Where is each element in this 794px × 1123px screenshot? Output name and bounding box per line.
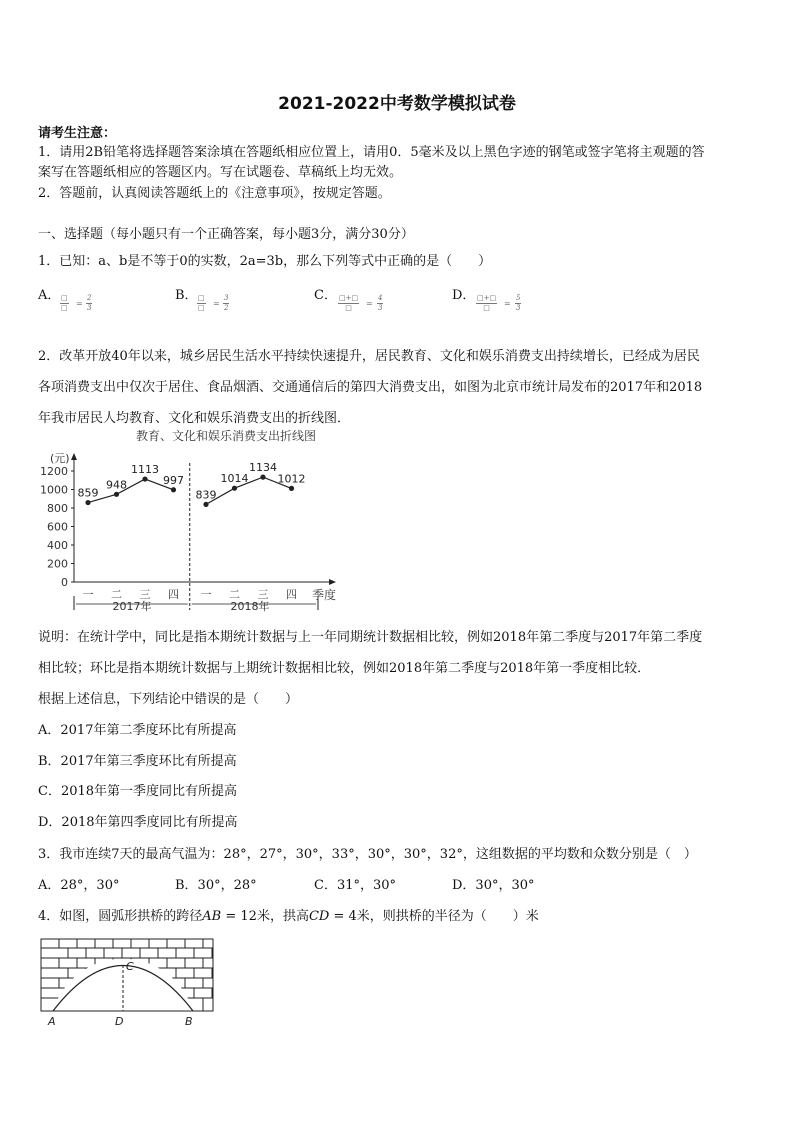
- q1-option-a-equals: =: [76, 299, 83, 308]
- q1-option-c-left-fraction: □+□ □: [339, 294, 359, 312]
- q1-option-b-left-fraction: □ □: [198, 294, 205, 312]
- q4-stem: [38, 905, 539, 924]
- chart-xtick-label: 四: [286, 588, 297, 601]
- chart-xtick-label: 二: [111, 588, 122, 601]
- chart-data-label: 839: [195, 488, 217, 502]
- chart-data-label: 1113: [131, 463, 159, 477]
- q4-cd-value: = 4: [329, 909, 357, 924]
- q1-option-c-label: C．: [314, 288, 337, 303]
- q2-note-line-1: 说明：在统计学中，同比是指本期统计数据与上一年同期统计数据相比较，例如2018年第二季度与2017年第二季度: [38, 630, 703, 645]
- chart-ytick-labels: [40, 465, 74, 589]
- q3-option-b: B．30°，28°: [175, 878, 257, 893]
- chart-title: 教育、文化和娱乐消费支出折线图: [135, 429, 317, 443]
- q4-stem-pre: 4．如图，圆弧形拱桥的跨径: [38, 909, 203, 924]
- chart-xtick-label: 三: [257, 588, 269, 601]
- chart-x-axis-arrow: [329, 579, 336, 585]
- q1-option-c-right-fraction: $\frac{4}{3}$: [378, 294, 383, 312]
- chart-xtick-label: 一: [82, 588, 94, 601]
- chart-xtick-label: 四: [168, 588, 179, 601]
- chart-y-unit: (元): [50, 452, 70, 465]
- q2-question: 根据上述信息，下列结论中错误的是（ ）: [38, 692, 299, 707]
- q4-cd: CD: [308, 909, 330, 924]
- chart-series-line-2017: [88, 479, 174, 502]
- chart-xtick-label: 二: [229, 588, 240, 601]
- chart-xtick-label: 三: [139, 588, 151, 601]
- q3-option-d: D．30°，30°: [452, 878, 535, 893]
- q3-stem: 3．我市连续7天的最高气温为：28°，27°，30°，33°，30°，30°，32°，这组数据的平均数和众数分别是（ ）: [38, 847, 697, 862]
- chart-point: [232, 486, 237, 491]
- chart-point: [85, 500, 90, 505]
- q1-option-d-label: D．: [452, 288, 476, 303]
- chart-ytick-label: 800: [47, 502, 68, 515]
- label-d: D: [115, 1015, 124, 1028]
- chart-ytick-label: 400: [47, 539, 68, 552]
- q2-note-line-2: 相比较；环比是指本期统计数据与上期统计数据相比较，例如2018年第二季度与2018年第一季度相比较．: [38, 661, 651, 676]
- chart-y-axis-arrow: [71, 453, 77, 460]
- q2-option-a: A．2017年第二季度环比有所提高: [38, 723, 237, 738]
- q3-option-a: A．28°，30°: [38, 878, 120, 893]
- label-a: A: [48, 1015, 56, 1028]
- q4-stem-tail: 米，则拱桥的半径为（ ）米: [356, 909, 539, 924]
- q3-option-c: C．31°，30°: [314, 878, 397, 893]
- chart-data-label: 1012: [277, 472, 306, 486]
- page-title: 2021-2022中考数学模拟试卷: [278, 94, 516, 114]
- q2-option-b: B．2017年第三季度环比有所提高: [38, 754, 237, 769]
- q2-option-d: D．2018年第四季度同比有所提高: [38, 815, 238, 830]
- q1-option-c-equals: =: [366, 299, 373, 308]
- line-chart: [36, 424, 366, 616]
- notice-heading: 请考生注意：: [38, 126, 117, 141]
- chart-series: [78, 461, 306, 507]
- section-heading: 一、选择题（每小题只有一个正确答案，每小题3分，满分30分）: [38, 227, 414, 242]
- chart-point: [260, 475, 265, 480]
- chart-data-label: 1014: [220, 472, 249, 486]
- chart-data-label: 1134: [249, 461, 277, 475]
- chart-x-axis-label: 季度: [312, 588, 337, 602]
- q1-option-d-equals: =: [504, 299, 511, 308]
- chart-data-label: 997: [163, 473, 184, 487]
- chart-group-label-2018: 2018年: [230, 600, 270, 613]
- chart-ytick-label: 1000: [40, 483, 68, 497]
- arch-bridge-diagram: [36, 935, 221, 1030]
- chart-data-label: 859: [77, 486, 99, 500]
- chart-ytick-label: 600: [47, 520, 68, 534]
- q4-ab: AB: [202, 909, 222, 924]
- chart-ytick-label: 1200: [40, 465, 68, 478]
- chart-group-label-2017: 2017年: [112, 600, 152, 613]
- notice-item-1-line-2: 案写在答题纸相应的答题区内。写在试题卷、草稿纸上均无效。: [38, 165, 403, 180]
- chart-xtick-label: 一: [200, 588, 212, 601]
- q2-option-c: C．2018年第一季度同比有所提高: [38, 784, 238, 799]
- chart-ytick-label: 0: [61, 576, 68, 589]
- q2-line-2: 各项消费支出中仅次于居住、食品烟酒、交通通信后的第四大消费支出，如图为北京市统计局发布的2017年和2018: [38, 380, 703, 395]
- chart-point: [203, 502, 208, 507]
- q1-option-a-right-fraction: $\frac{2}{3}$: [87, 294, 92, 312]
- label-b: B: [185, 1015, 193, 1028]
- chart-point: [142, 476, 147, 481]
- q2-line-1: 2．改革开放40年以来，城乡居民生活水平持续快速提升，居民教育、文化和娱乐消费支出持续增长，已经成为居民: [38, 349, 700, 364]
- chart-point: [171, 487, 176, 492]
- notice-item-2: 2．答题前，认真阅读答题纸上的《注意事项》，按规定答题。: [38, 186, 391, 201]
- q1-option-b-equals: =: [213, 299, 220, 308]
- q2-line-3: 年我市居民人均教育、文化和娱乐消费支出的折线图．: [38, 411, 351, 426]
- label-c: C: [126, 960, 134, 973]
- notice-item-1-line-1: 1．请用2B铅笔将选择题答案涂填在答题纸相应位置上，请用0．5毫米及以上黑色字迹的钢笔或签字笔将主观题的答: [38, 145, 705, 160]
- q1-option-a-label: A．: [38, 288, 61, 303]
- q1-option-b-label: B．: [175, 288, 198, 303]
- chart-ytick-label: 200: [47, 557, 68, 571]
- q1-option-a-left-fraction: □ □: [61, 294, 68, 312]
- chart-point: [114, 492, 119, 497]
- q4-ab-value: = 12: [221, 909, 257, 924]
- q1-option-b-right-fraction: $\frac{3}{2}$: [224, 294, 229, 312]
- q1-option-d-right-fraction: $\frac{5}{3}$: [516, 294, 521, 312]
- q1-option-d-left-fraction: □+□ □: [477, 294, 497, 312]
- q1-stem: 1．已知：a、b是不等于0的实数，2a=3b，那么下列等式中正确的是（ ）: [38, 254, 492, 269]
- chart-data-label: 948: [106, 478, 127, 492]
- q4-stem-mid: 米，拱高: [256, 909, 309, 924]
- chart-point: [289, 486, 294, 491]
